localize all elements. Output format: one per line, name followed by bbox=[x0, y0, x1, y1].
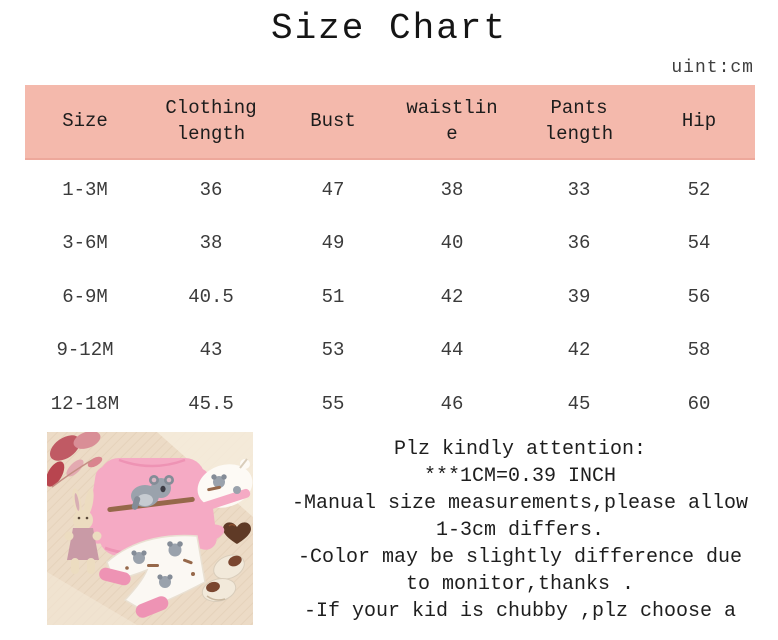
cell-hip: 52 bbox=[687, 178, 711, 201]
cell-size: 6-9M bbox=[62, 285, 108, 308]
header-cell-size: Size bbox=[62, 109, 108, 132]
cell-hip: 58 bbox=[687, 339, 711, 362]
cell-clothing-length: 45.5 bbox=[188, 392, 234, 415]
table-row bbox=[25, 164, 755, 218]
note-line: ***1CM=0.39 INCH bbox=[423, 465, 617, 488]
cell-bust: 53 bbox=[321, 339, 345, 362]
cell-waistline: 44 bbox=[440, 339, 464, 362]
cell-pants-length: 33 bbox=[567, 178, 591, 201]
cell-hip: 56 bbox=[687, 285, 711, 308]
cell-clothing-length: 36 bbox=[199, 178, 223, 201]
cell-size: 1-3M bbox=[62, 178, 108, 201]
note-line: -Manual size measurements,please allow 1-3cm differs. bbox=[291, 492, 749, 542]
cell-pants-length: 36 bbox=[567, 232, 591, 255]
cell-clothing-length: 38 bbox=[199, 232, 223, 255]
cell-bust: 49 bbox=[321, 232, 345, 255]
product-photo bbox=[47, 432, 253, 625]
table-row bbox=[25, 271, 755, 325]
cell-hip: 60 bbox=[687, 392, 711, 415]
header-cell-waistline bbox=[389, 96, 515, 147]
header-cell-hip: Hip bbox=[681, 109, 717, 132]
cell-clothing-length: 40.5 bbox=[188, 285, 234, 308]
attention-notes bbox=[285, 436, 755, 625]
size-table bbox=[25, 85, 755, 432]
unit-label: uint:cm bbox=[671, 58, 754, 78]
note-line: -Color may be slightly difference due to monitor,thanks . bbox=[297, 546, 743, 596]
cell-waistline: 42 bbox=[440, 285, 464, 308]
cell-pants-length: 42 bbox=[567, 339, 591, 362]
header-cell-clothing-length: Clothing length bbox=[165, 96, 257, 145]
cell-waistline: 38 bbox=[440, 178, 464, 201]
table-row bbox=[25, 218, 755, 272]
header-cell-waistline-label: waistline bbox=[406, 96, 498, 145]
cell-size: 12-18M bbox=[50, 392, 120, 415]
table-header-row bbox=[25, 85, 755, 160]
cell-clothing-length: 43 bbox=[199, 339, 223, 362]
product-photo-illustration bbox=[47, 432, 253, 625]
cell-waistline: 40 bbox=[440, 232, 464, 255]
header-cell-bust: Bust bbox=[310, 109, 356, 132]
table-row bbox=[25, 378, 755, 432]
cell-bust: 51 bbox=[321, 285, 345, 308]
cell-bust: 55 bbox=[321, 392, 345, 415]
cell-hip: 54 bbox=[687, 232, 711, 255]
note-line: Plz kindly attention: bbox=[393, 438, 647, 461]
cell-size: 9-12M bbox=[56, 339, 114, 362]
table-body bbox=[25, 160, 755, 432]
page-title: Size Chart bbox=[270, 8, 508, 49]
note-line: -If your kid is chubby ,plz choose a bbox=[303, 600, 737, 623]
cell-pants-length: 45 bbox=[567, 392, 591, 415]
cell-size: 3-6M bbox=[62, 232, 108, 255]
cell-bust: 47 bbox=[321, 178, 345, 201]
header-cell-pants-length: Pants length bbox=[544, 96, 614, 145]
cell-pants-length: 39 bbox=[567, 285, 591, 308]
cell-waistline: 46 bbox=[440, 392, 464, 415]
table-row bbox=[25, 325, 755, 379]
